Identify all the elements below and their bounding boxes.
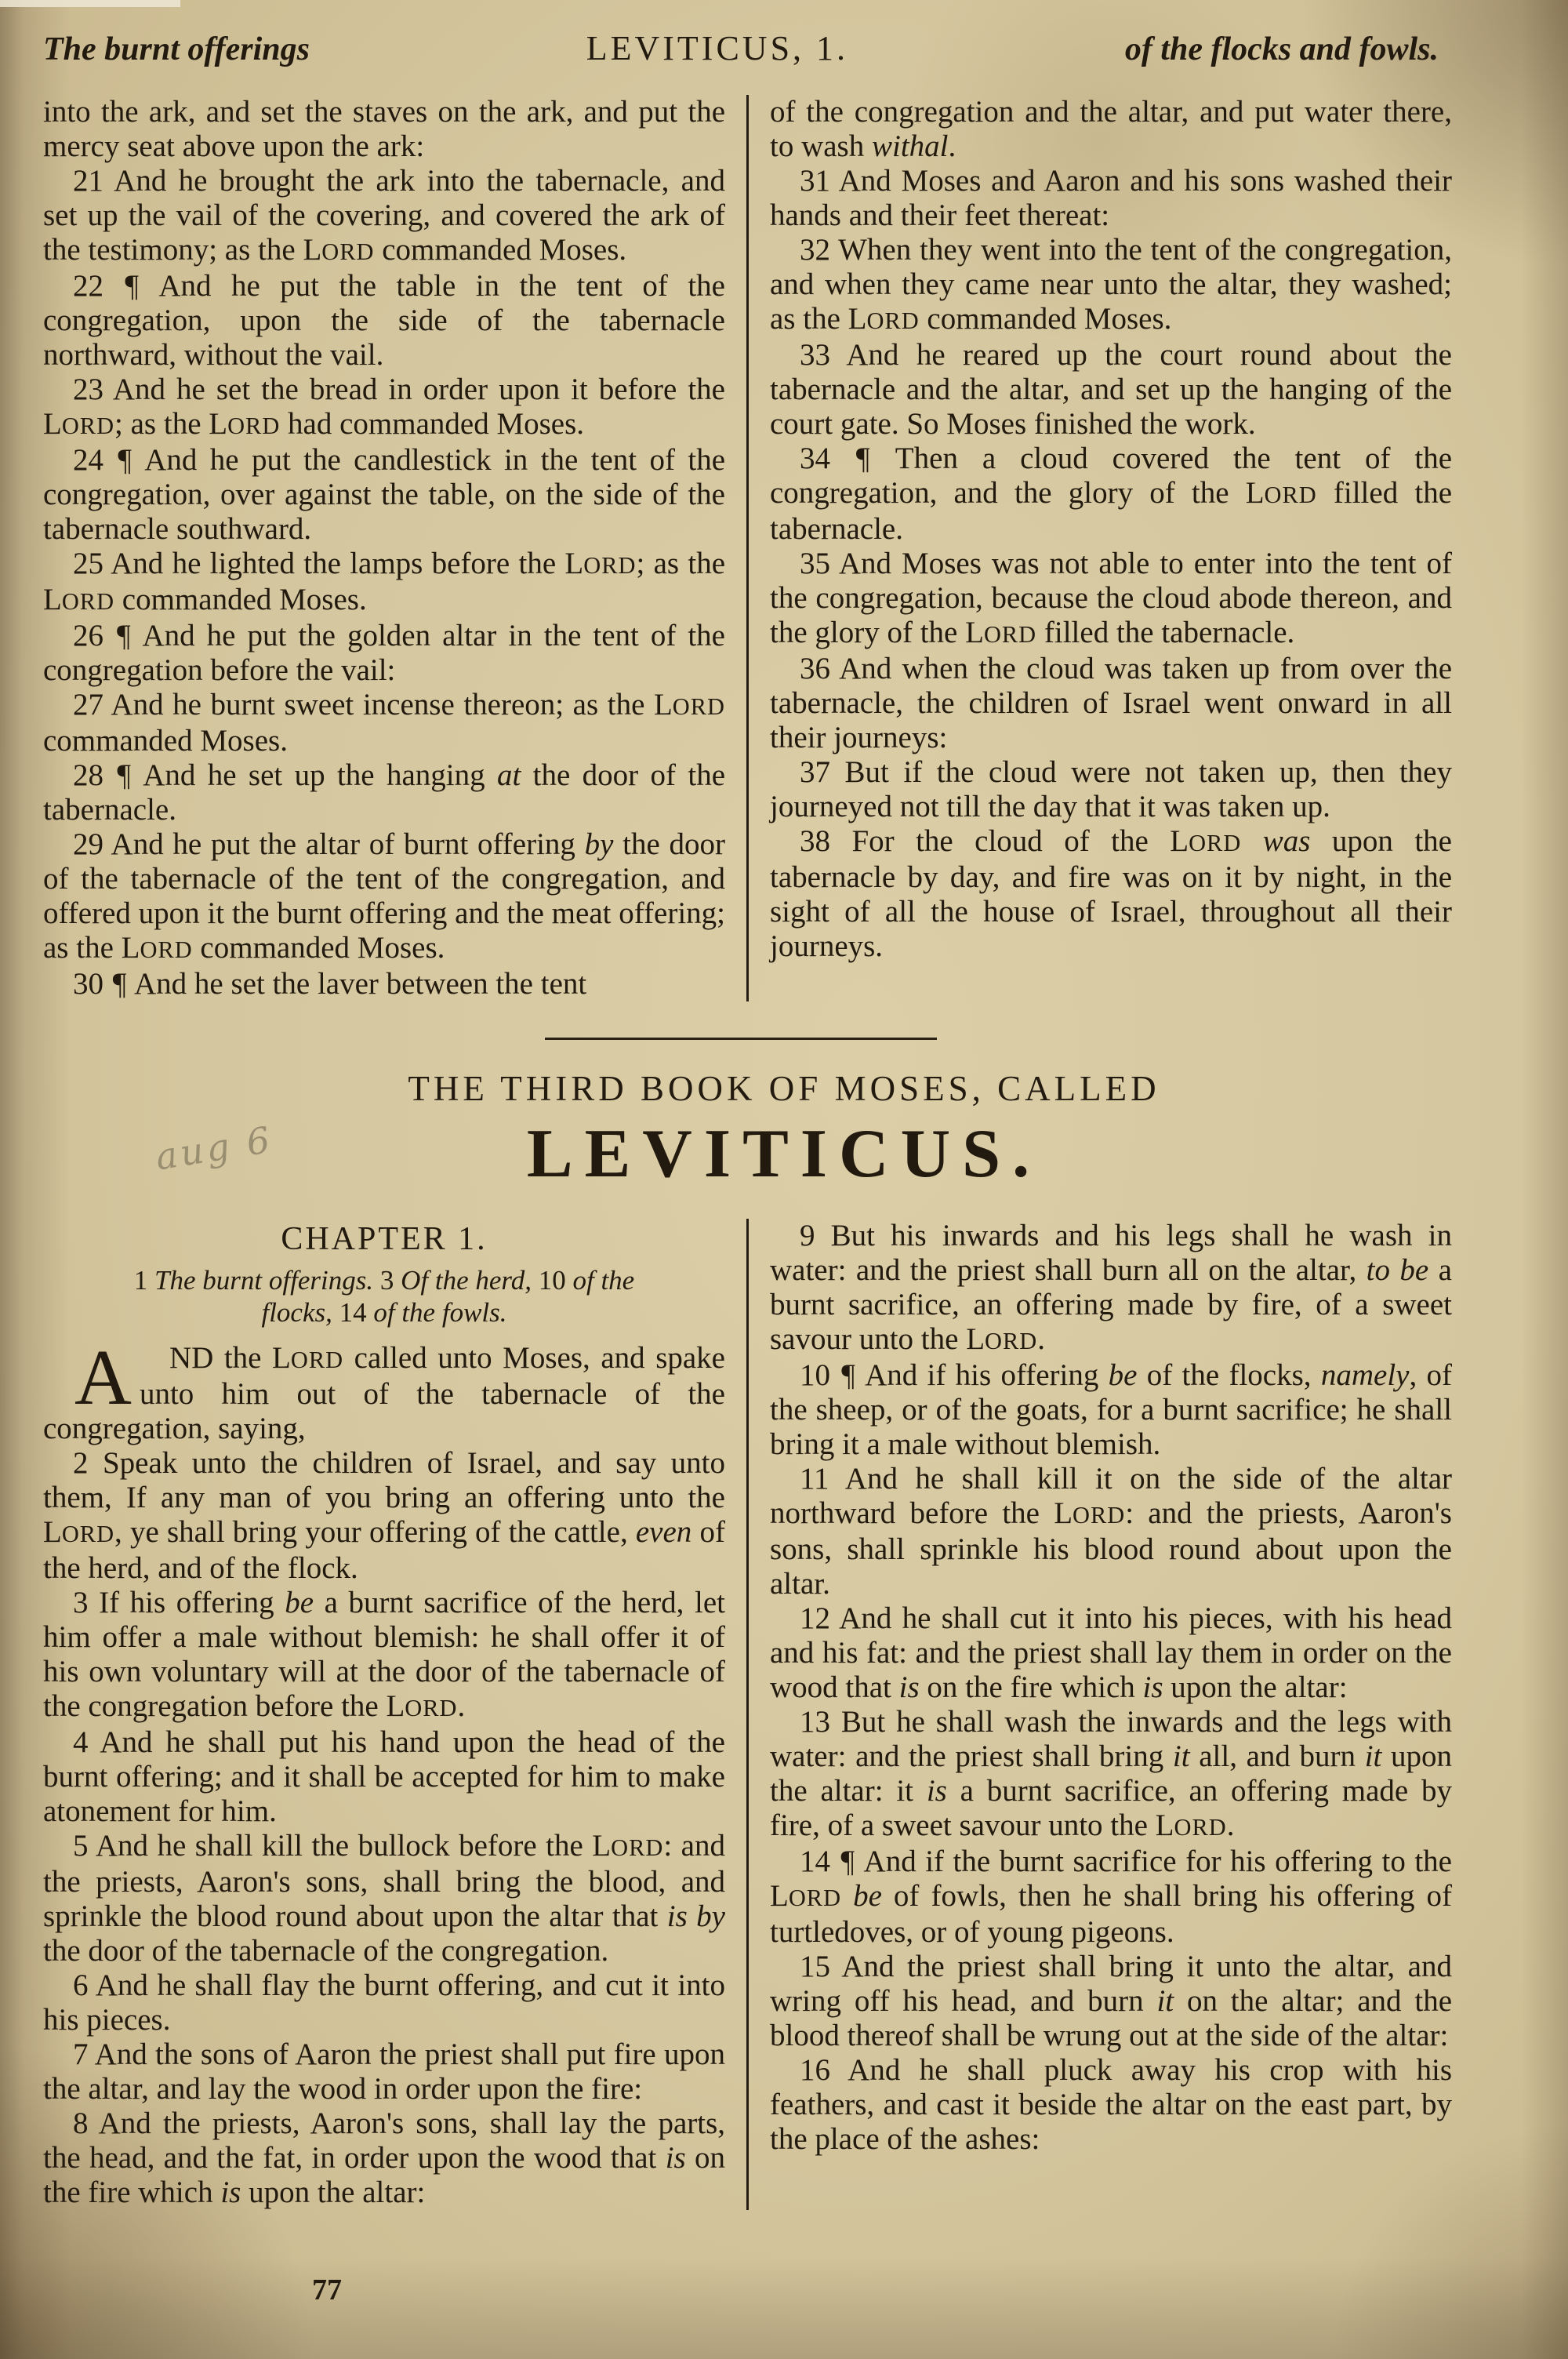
book-title: LEVITICUS. [526,1116,1042,1192]
verse-number: 37 [800,755,830,789]
verse-number: 35 [800,547,830,580]
verse-number: 22 [73,269,103,303]
exodus-right-column [770,95,1452,1001]
verse: 14 ¶ And if the burnt sacrifice for his offering to the LORD be of fowls, then he shall bring his offering of turtledoves, or of young pigeons. [770,1845,1452,1949]
verse-number: 7 [73,2037,89,2071]
verse: 11 And he shall kill it on the side of the altar northward before the LORD: and the priests, Aaron's sons, shall sprinkle his blood round about upon the altar. [770,1462,1452,1601]
verse-number: 12 [800,1601,830,1635]
verse-number: 16 [800,2053,830,2087]
verse-number: 30 [73,967,103,1001]
verse: 28 ¶ And he set up the hanging at the door of the tabernacle. [43,758,726,827]
pilcrow-mark: ¶ [125,269,140,303]
verse-number: 21 [73,164,103,198]
pilcrow-mark: ¶ [855,442,870,475]
running-head-center: LEVITICUS, 1. [586,29,849,67]
leviticus-right-column [770,1219,1452,2210]
verse-number: 14 [800,1845,830,1878]
verse-number: 32 [800,233,830,267]
verse-number: 25 [73,547,103,580]
verse-continuation: into the ark, and set the staves on the ark, and put the mercy seat above upon the ark: [43,95,725,163]
verse-number: 13 [800,1705,830,1739]
running-head [0,0,1568,67]
verse: 23 And he set the bread in order upon it before the LORD; as the LORD had commanded Moses. [43,373,725,441]
verse: 5 And he shall kill the bullock before the LORD: and the priests, Aaron's sons, shall bring the blood, and sprinkle the blood round about upon the altar that is by the door of the tabernacle of the congregation. [43,1829,725,1968]
verse-number: 24 [73,443,103,477]
verse: 36 And when the cloud was taken up from over the tabernacle, the children of Israel went onward in all their journeys: [770,652,1452,754]
chapter-summary: 1 The burnt offerings. 3 Of the herd, 10 of the flocks, 14 of the fowls. [133,1265,635,1328]
verse-number: 36 [800,652,830,685]
section-divider-rule [545,1038,937,1040]
verse-number: 11 [800,1462,829,1496]
verse: 37 But if the cloud were not taken up, then they journeyed not till the day that it was taken up. [770,755,1452,823]
pilcrow-mark: ¶ [112,967,127,1001]
pilcrow-mark: ¶ [841,1358,855,1392]
verse-number: 10 [800,1358,830,1392]
verse: 10 ¶ And if his offering be of the flocks, namely, of the sheep, or of the goats, for a burnt sacrifice; he shall bring it a male without blemish. [770,1358,1452,1461]
verse-number: 26 [73,619,103,652]
verse-number: 27 [73,688,103,722]
verse: 26 ¶ And he put the golden altar in the tent of the congregation before the vail: [43,619,725,687]
pilcrow-mark: ¶ [117,758,132,792]
verse: 22 ¶ And he put the table in the tent of the congregation, upon the side of the tabernacle northward, without the vail. [43,269,725,372]
verse-number: 4 [73,1725,89,1759]
leviticus-left-verses [43,1333,726,2210]
verse: A ND the LORD called unto Moses, and spake unto him out of the tabernacle of the congregation, saying, [43,1333,725,1445]
verse-number: 8 [73,2106,89,2140]
verse: 8 And the priests, Aaron's sons, shall lay the parts, the head, and the fat, in order upon the wood that is on the fire which is upon the altar: [43,2106,726,2209]
verse: 3 If his offering be a burnt sacrifice of the herd, let him offer a male without blemish: he shall offer it of his own voluntary will at the door of the tabernacle of the congregation before the LORD. [43,1586,726,1723]
chapter-heading: CHAPTER 1. [281,1221,488,1257]
verse-number: 38 [800,824,830,858]
page-number: 77 [312,2274,342,2306]
verse: 7 And the sons of Aaron the priest shall put fire upon the altar, and lay the wood in order upon the fire: [43,2037,725,2106]
verse: 4 And he shall put his hand upon the head of the burnt offering; and it shall be accepted for him to make atonement for him. [43,1725,725,1828]
verse: 38 For the cloud of the LORD was upon the tabernacle by day, and fire was on it by night, in the sight of all the house of Israel, throughout all their journeys. [770,824,1452,963]
pencil-annotation: aug 6 [152,1118,276,1179]
exodus-left-column [43,95,725,1001]
verse: 27 And he burnt sweet incense thereon; as the LORD commanded Moses. [43,688,725,758]
verse: 13 But he shall wash the inwards and the legs with water: and the priest shall bring it all, and burn it upon the altar: it is a burnt sacrifice, an offering made by fire, of a sweet savour unto the LORD. [770,1705,1453,1842]
verse: 34 ¶ Then a cloud covered the tent of the congregation, and the glory of the LORD filled the tabernacle. [770,442,1453,546]
column-divider-rule [746,95,749,1001]
verse: 31 And Moses and Aaron and his sons washed their hands and their feet thereat: [770,164,1452,232]
verse: 15 And the priest shall bring it unto the altar, and wring off his head, and burn it on the altar; and the blood thereof shall be wrung out at the side of the altar: [770,1950,1453,2052]
column-divider-rule [746,1219,749,2210]
verse-number: 33 [800,338,830,372]
verse-number: 28 [73,758,103,792]
leviticus-1-section [0,1219,1568,2210]
verse-number: 3 [73,1586,89,1619]
verse-number: 29 [73,827,103,861]
verse-number: 6 [73,1968,89,2002]
verse: 25 And he lighted the lamps before the LORD; as the LORD commanded Moses. [43,547,725,616]
running-head-left: The burnt offerings [43,31,310,67]
verse-number: 34 [800,442,830,475]
book-intro-line: THE THIRD BOOK OF MOSES, CALLED [408,1069,1160,1108]
verse: 16 And he shall pluck away his crop with his feathers, and cast it beside the altar on the east part, by the place of the ashes: [770,2053,1452,2156]
verse: 35 And Moses was not able to enter into the tent of the congregation, because the cloud abode thereon, and the glory of the LORD filled the tabernacle. [770,547,1452,649]
pilcrow-mark: ¶ [840,1845,855,1878]
verse-continuation: of the congregation and the altar, and put water there, to wash withal. [770,95,1452,163]
running-head-right: of the flocks and fowls. [1124,31,1439,67]
verse: 29 And he put the altar of burnt offering by the door of the tabernacle of the tent of the congregation, and offered upon it the burnt offering and the meat offering; as the LORD commanded Moses. [43,827,725,965]
verse: 30 ¶ And he set the laver between the tent [73,967,587,1001]
drop-cap: A [74,1333,132,1421]
verse-number: 31 [800,164,830,198]
verse-number: 2 [73,1446,89,1480]
exodus-40-section [0,95,1568,1001]
verse: 32 When they went into the tent of the congregation, and when they came near unto the altar, they washed; as the LORD commanded Moses. [770,233,1452,336]
verse-number: 9 [800,1219,815,1252]
verse-number: 5 [73,1829,89,1863]
verse: 9 But his inwards and his legs shall he wash in water: and the priest shall burn all on the altar, to be a burnt sacrifice, an offering made by fire, of a sweet savour unto the LORD. [770,1219,1452,1356]
verse: 6 And he shall flay the burnt offering, and cut it into his pieces. [43,1968,725,2037]
verse: 21 And he brought the ark into the tabernacle, and set up the vail of the covering, and covered the ark of the testimony; as the LORD commanded Moses. [43,164,725,267]
verse-number: 15 [800,1950,830,1983]
pilcrow-mark: ¶ [117,619,131,652]
leviticus-left-column [43,1219,725,2210]
pilcrow-mark: ¶ [118,443,132,477]
verse: 12 And he shall cut it into his pieces, with his head and his fat: and the priest shall lay them in order on the wood that is on the fire which is upon the altar: [770,1601,1452,1704]
verse: 24 ¶ And he put the candlestick in the tent of the congregation, over against the table, on the side of the tabernacle southward. [43,443,726,546]
verse-number: 23 [73,373,103,406]
verse: 33 And he reared up the court round about the tabernacle and the altar, and set up the hanging of the court gate. So Moses finished the work. [770,338,1452,441]
verse: 2 Speak unto the children of Israel, and say unto them, If any man of you bring an offering unto the LORD, ye shall bring your offering of the cattle, even of the herd, and of the flock. [43,1446,725,1585]
